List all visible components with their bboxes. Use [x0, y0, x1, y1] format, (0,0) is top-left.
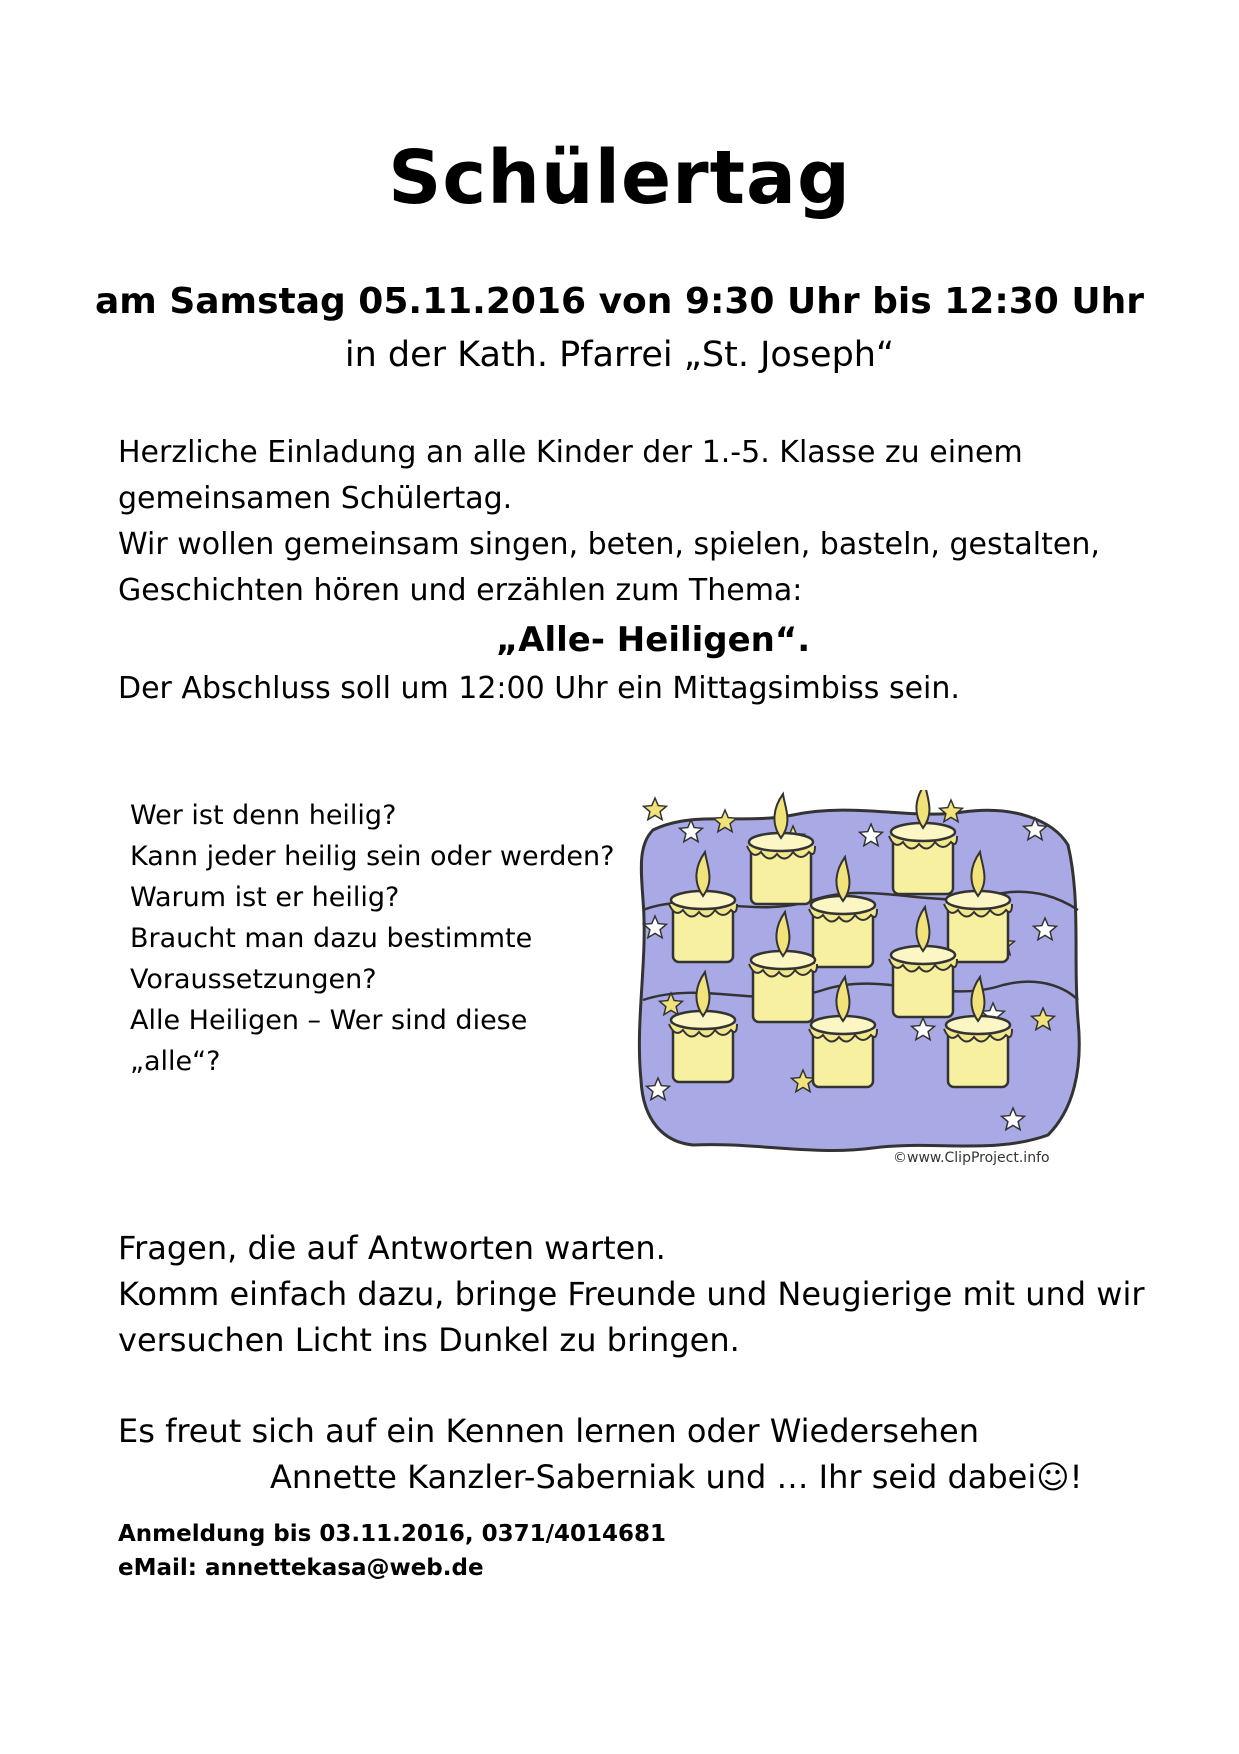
greeting-line: Es freut sich auf ein Kennen lernen oder Wiedersehen: [118, 1412, 979, 1450]
event-place-line: in der Kath. Pfarrei „St. Joseph“: [344, 335, 895, 375]
intro-line: gemeinsamen Schülertag.: [118, 481, 513, 516]
greeting-text: [118, 1408, 1178, 1500]
question-line: Wer ist denn heilig?: [130, 800, 397, 831]
email-line: eMail: annettekasa@web.de: [118, 1555, 484, 1581]
candles-clipart: [633, 790, 1083, 1168]
signature-line: Annette Kanzler-Saberniak und … Ihr seid dabei☺!: [270, 1458, 1083, 1496]
registration-line: Anmeldung bis 03.11.2016, 0371/4014681: [118, 1521, 667, 1547]
question-line: Kann jeder heilig sein oder werden?: [130, 841, 615, 872]
candle-icon: [747, 794, 815, 904]
intro-line: Herzliche Einladung an alle Kinder der 1.-5. Klasse zu einem: [118, 435, 1023, 470]
theme-heading: „Alle- Heiligen“.: [495, 620, 811, 660]
question-line: Voraussetzungen?: [130, 964, 377, 995]
intro-end-line: Der Abschluss soll um 12:00 Uhr ein Mittagsimbiss sein.: [118, 671, 960, 706]
question-line: Warum ist er heilig?: [130, 882, 400, 913]
question-line: „alle“?: [130, 1046, 221, 1077]
closing-line: versuchen Licht ins Dunkel zu bringen.: [118, 1321, 740, 1359]
intro-line: Geschichten hören und erzählen zum Thema:: [118, 573, 803, 608]
question-line: Braucht man dazu bestimmte: [130, 923, 533, 954]
intro-text: [118, 430, 1158, 712]
closing-text: [118, 1225, 1178, 1363]
candle-icon: [889, 790, 957, 894]
closing-line: Komm einfach dazu, bringe Freunde und Neugierige mit und wir: [118, 1275, 1145, 1313]
closing-line: Fragen, die auf Antworten warten.: [118, 1229, 666, 1267]
star-icon: [644, 798, 667, 820]
questions-list: [130, 795, 650, 1082]
question-line: Alle Heiligen – Wer sind diese: [130, 1005, 528, 1036]
clipart-credit: ©www.ClipProject.info: [893, 1150, 1050, 1166]
page-title: Schülertag: [388, 135, 851, 221]
event-date-line: am Samstag 05.11.2016 von 9:30 Uhr bis 12:30 Uhr: [95, 281, 1144, 322]
contact-info: [118, 1517, 666, 1585]
candles-illustration: [633, 790, 1083, 1168]
intro-line: Wir wollen gemeinsam singen, beten, spielen, basteln, gestalten,: [118, 527, 1100, 562]
